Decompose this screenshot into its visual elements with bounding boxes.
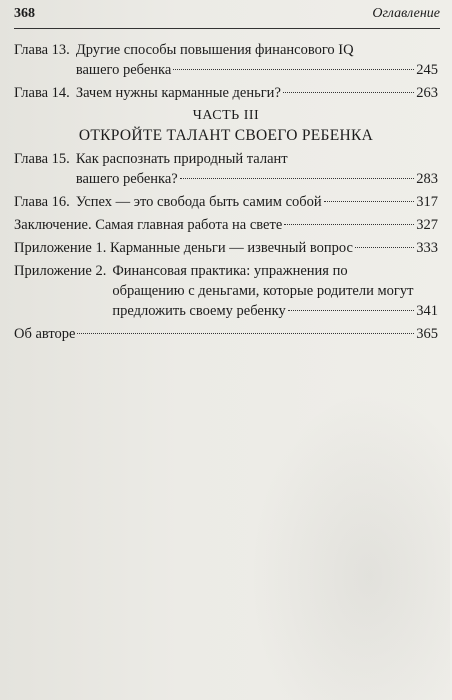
entry-title-line: вашего ребенка? <box>75 171 178 187</box>
toc-entry <box>14 149 438 189</box>
entry-page: 341 <box>416 303 438 319</box>
entry-title-line: Как распознать природный талант <box>75 151 288 167</box>
entry-label: Глава 15. <box>14 151 70 167</box>
toc-entry <box>14 192 438 212</box>
entry-title-line: Об авторе <box>14 326 76 342</box>
table-of-contents <box>14 40 438 347</box>
toc-entry <box>14 261 438 321</box>
dot-leader <box>324 201 415 202</box>
page-header <box>14 6 440 29</box>
entry-page: 317 <box>416 194 438 210</box>
toc-entry <box>14 215 438 235</box>
toc-entry <box>14 40 438 80</box>
entry-page: 333 <box>416 240 438 256</box>
entry-label: Глава 13. <box>14 42 70 58</box>
dot-leader <box>180 178 415 179</box>
entry-title-line: Приложение 1. Карманные деньги — извечный вопрос <box>14 240 353 256</box>
entry-page: 327 <box>416 217 438 233</box>
dot-leader <box>288 310 415 311</box>
running-title: Оглавление <box>372 6 440 21</box>
entry-title-line: Зачем нужны карманные деньги? <box>75 85 281 101</box>
dot-leader <box>284 224 414 225</box>
entry-title-line: предложить своему ребенку <box>112 303 286 319</box>
entry-page: 263 <box>416 85 438 101</box>
entry-page: 245 <box>416 62 438 78</box>
entry-title-line: Другие способы повышения финансового IQ <box>75 42 354 58</box>
entry-title-line: обращению с деньгами, которые родители могут <box>112 283 414 299</box>
entry-label: Глава 14. <box>14 85 70 101</box>
toc-entry <box>14 238 438 258</box>
part-heading <box>14 107 438 147</box>
entry-title-line: Успех — это свобода быть самим собой <box>75 194 322 210</box>
dot-leader <box>173 69 414 70</box>
show-through-shadow <box>250 390 450 700</box>
entry-label: Глава 16. <box>14 194 70 210</box>
dot-leader <box>77 333 414 334</box>
entry-title-line: Финансовая практика: упражнения по <box>112 263 348 279</box>
entry-title-line: вашего ребенка <box>75 62 172 78</box>
dot-leader <box>283 92 414 93</box>
toc-entry <box>14 324 438 344</box>
part-title: ОТКРОЙТЕ ТАЛАНТ СВОЕГО РЕБЕНКА <box>78 127 374 144</box>
entry-page: 283 <box>416 171 438 187</box>
part-label: ЧАСТЬ III <box>192 108 260 123</box>
entry-label: Приложение 2. <box>14 263 107 279</box>
toc-entry <box>14 83 438 103</box>
entry-title-line: Заключение. Самая главная работа на свете <box>14 217 283 233</box>
dot-leader <box>355 247 414 248</box>
page-number: 368 <box>14 6 35 21</box>
entry-page: 365 <box>416 326 438 342</box>
